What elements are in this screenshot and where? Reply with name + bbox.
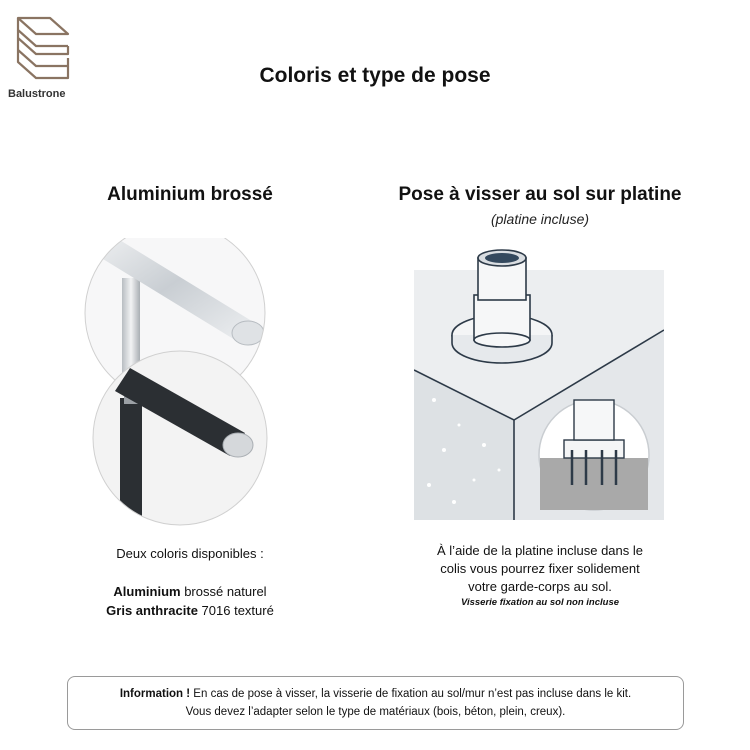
info-line-2: Vous devez l’adapter selon le type de matériaux (bois, béton, plein, creux). (185, 706, 566, 718)
installation-line-1: À l’aide de la platine incluse dans le (437, 543, 643, 558)
color-option-aluminium: Aluminium brossé naturel (113, 584, 267, 599)
brand-name: Balustrone (8, 88, 66, 100)
right-heading: Pose à visser au sol sur platine (398, 184, 682, 205)
left-heading: Aluminium brossé (107, 184, 273, 205)
information-box (67, 676, 684, 730)
colors-description (60, 544, 320, 620)
installation-description (390, 542, 690, 596)
base-plate-installation-illustration (414, 240, 664, 520)
installation-line-2: colis vous pourrez fixer solidement (440, 561, 640, 576)
color-option-anthracite: Gris anthracite 7016 texturé (106, 603, 274, 618)
colors-intro: Deux coloris disponibles : (116, 546, 264, 561)
info-line-1: Information ! En cas de pose à visser, la visserie de fixation au sol/mur n’est pas incluse dans le kit. (119, 688, 632, 700)
installation-line-3: votre garde-corps au sol. (468, 579, 612, 594)
screws-not-included-note: Visserie fixation au sol non incluse (460, 597, 620, 608)
anthracite-photo (93, 351, 267, 528)
right-subheading: (platine incluse) (490, 211, 590, 227)
page-title: Coloris et type de pose (259, 64, 491, 87)
handrail-color-photos (80, 238, 280, 528)
